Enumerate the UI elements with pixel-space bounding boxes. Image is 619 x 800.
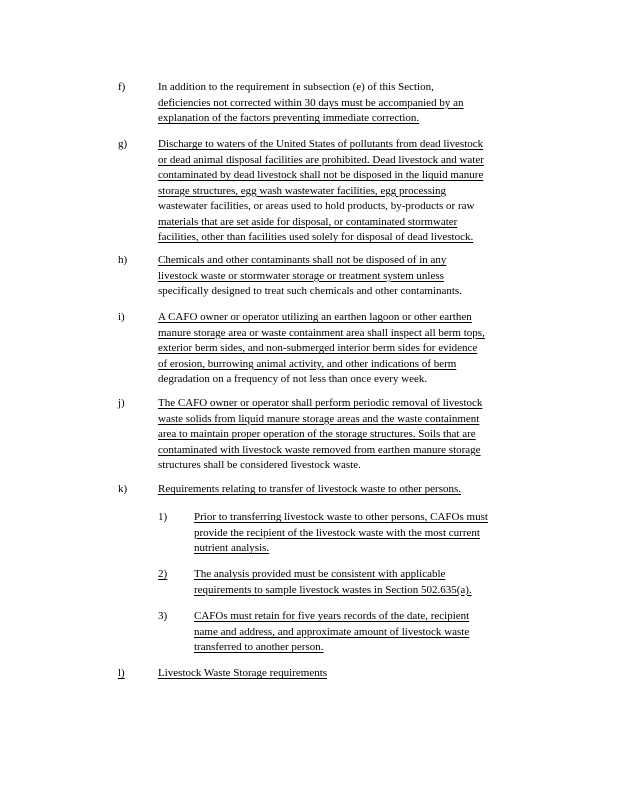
section-text bbox=[158, 310, 518, 388]
text-line: The analysis provided must be consistent with applicable bbox=[194, 568, 446, 580]
text-line: degradation on a frequency of not less than once every week. bbox=[158, 373, 428, 385]
text-line: manure storage area or waste containment area shall inspect all berm tops, bbox=[158, 326, 485, 339]
subsection-label: 2) bbox=[158, 568, 168, 580]
text-line: Chemicals and other contaminants shall not be disposed of in any bbox=[158, 254, 447, 266]
text-line: Prior to transferring livestock waste to other persons, CAFOs must bbox=[194, 511, 488, 523]
text-line: CAFOs must retain for five years records of the date, recipient bbox=[194, 610, 470, 622]
section-label: i) bbox=[118, 311, 125, 323]
text-line: specifically designed to treat such chemicals and other contaminants. bbox=[158, 285, 462, 297]
text-line: provide the recipient of the livestock waste with the most current bbox=[194, 526, 480, 539]
text-line: waste solids from liquid manure storage areas and the waste containment bbox=[158, 412, 480, 425]
section-label: k) bbox=[118, 483, 128, 495]
section-label: f) bbox=[118, 81, 126, 93]
section-text bbox=[158, 137, 518, 246]
subsection-text bbox=[194, 567, 520, 598]
text-line: materials that are set aside for disposal, or contaminated stormwater bbox=[158, 215, 458, 228]
text-line: exterior berm sides, and non-submerged interior berm sides for evidence bbox=[158, 342, 478, 354]
text-line: requirements to sample livestock wastes in Section 502.635(a). bbox=[194, 583, 472, 596]
text-line: facilities, other than facilities used solely for disposal of dead livestock. bbox=[158, 231, 474, 243]
text-line: of erosion, burrowing animal activity, and other indications of berm bbox=[158, 357, 457, 370]
text-line: nutrient analysis. bbox=[194, 542, 270, 554]
text-line: storage structures, egg wash wastewater facilities, egg processing bbox=[158, 184, 447, 197]
text-line: In addition to the requirement in subsection (e) of this Section, bbox=[158, 81, 434, 93]
text-line: deficiencies not corrected within 30 days must be accompanied by an bbox=[158, 96, 464, 109]
section-text bbox=[158, 482, 518, 498]
text-line: A CAFO owner or operator utilizing an earthen lagoon or other earthen bbox=[158, 311, 472, 323]
text-line: name and address, and approximate amount of livestock waste bbox=[194, 625, 470, 638]
text-line: explanation of the factors preventing immediate correction. bbox=[158, 112, 420, 124]
text-line: Discharge to waters of the United States of pollutants from dead livestock bbox=[158, 138, 484, 150]
section-text bbox=[158, 80, 518, 127]
section-text bbox=[158, 666, 518, 682]
section-label: g) bbox=[118, 138, 128, 150]
text-line: Livestock Waste Storage requirements bbox=[158, 667, 328, 679]
section-text bbox=[158, 253, 518, 300]
text-line: contaminated with livestock waste removed from earthen manure storage bbox=[158, 443, 481, 456]
section-label: h) bbox=[118, 254, 128, 266]
text-line: transferred to another person. bbox=[194, 641, 324, 653]
text-line: structures shall be considered livestock waste. bbox=[158, 459, 361, 471]
text-line: wastewater facilities, or areas used to hold products, by-products or raw bbox=[158, 200, 475, 212]
section-text bbox=[158, 396, 518, 474]
text-line: area to maintain proper operation of the storage structures. Soils that are bbox=[158, 428, 476, 440]
text-line: The CAFO owner or operator shall perform periodic removal of livestock bbox=[158, 397, 483, 409]
text-line: contaminated by dead livestock shall not be disposed in the liquid manure bbox=[158, 169, 484, 181]
subsection-text bbox=[194, 510, 520, 557]
section-label: l) bbox=[118, 667, 125, 679]
section-label: j) bbox=[118, 397, 125, 409]
text-line: or dead animal disposal facilities are prohibited. Dead livestock and water bbox=[158, 153, 484, 166]
text-line: Requirements relating to transfer of livestock waste to other persons. bbox=[158, 483, 462, 495]
subsection-label: 3) bbox=[158, 610, 168, 622]
text-line: livestock waste or stormwater storage or treatment system unless bbox=[158, 269, 444, 282]
subsection-label: 1) bbox=[158, 511, 168, 523]
subsection-text bbox=[194, 609, 520, 656]
